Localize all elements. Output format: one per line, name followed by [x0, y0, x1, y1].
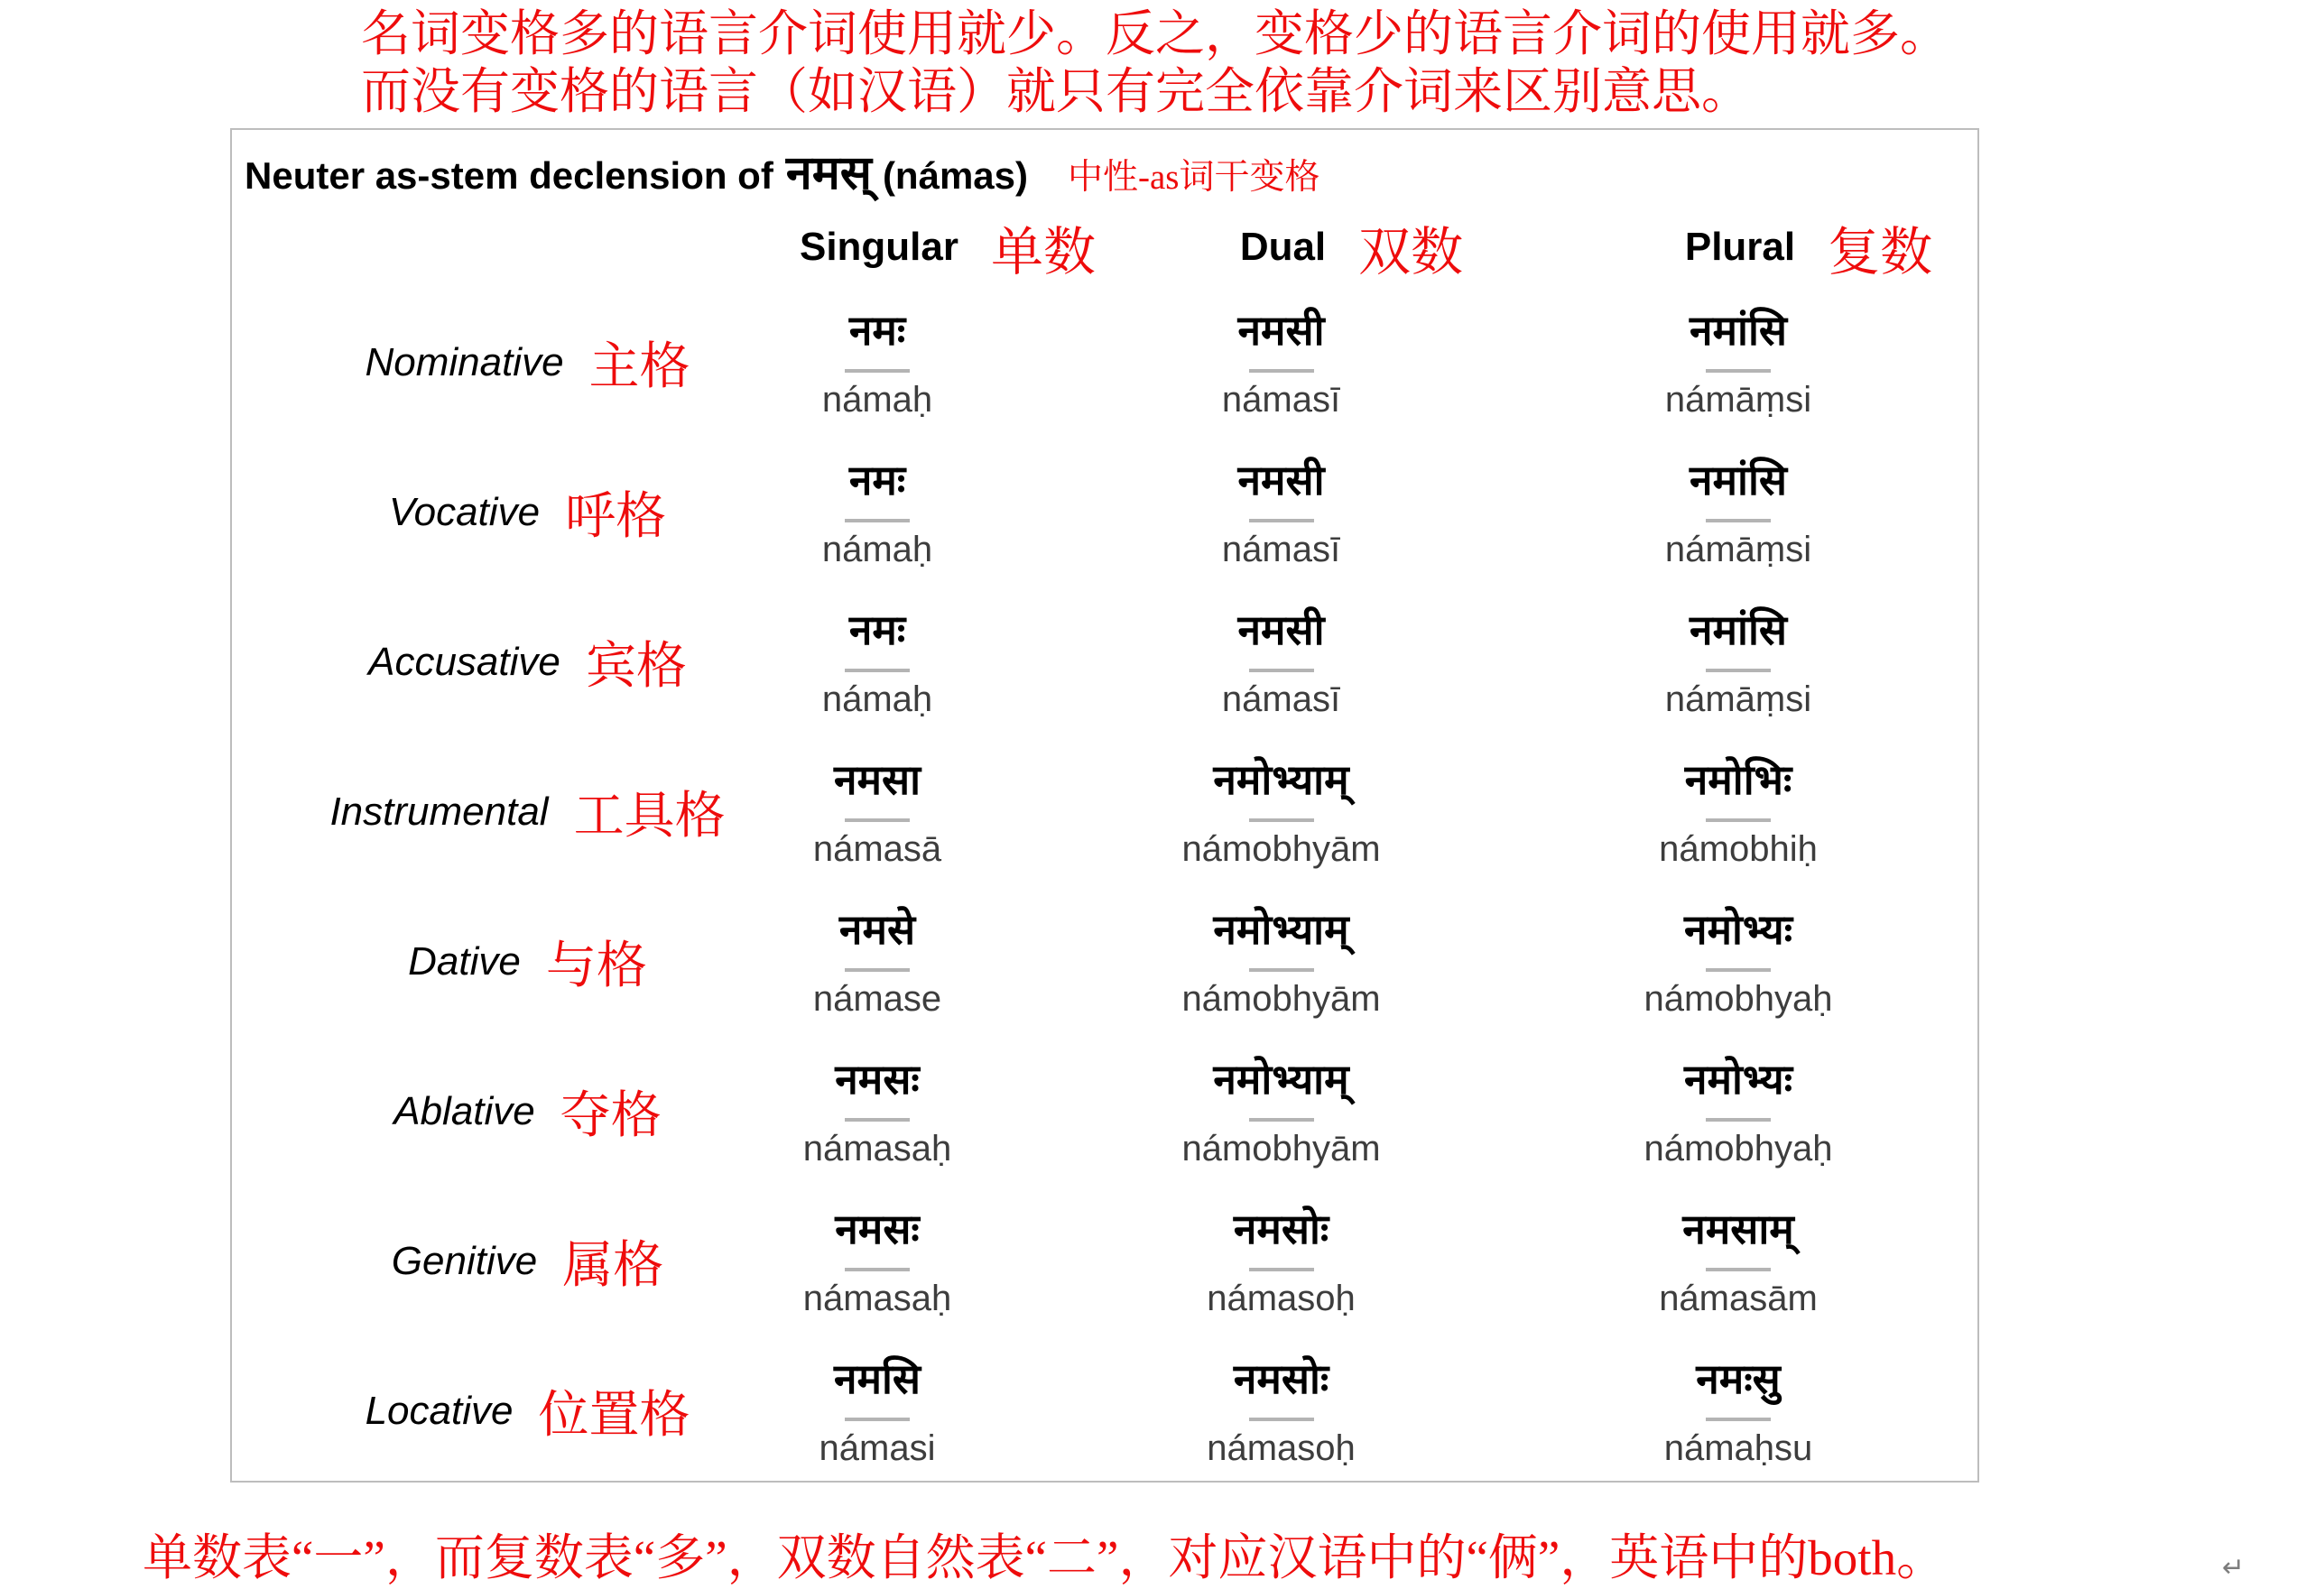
case-label-cell: [232, 887, 688, 1037]
devanagari-form: नमसे: [838, 906, 916, 953]
form-cell: [1495, 1187, 1981, 1336]
devanagari-form: नमोभ्याम्: [1213, 1056, 1349, 1103]
transliteration-divider: [845, 669, 910, 672]
transliteration-divider: [1249, 1268, 1314, 1271]
roman-form: námobhyaḥ: [1643, 979, 1833, 1019]
roman-form: námāṃsi: [1664, 679, 1812, 719]
roman-form: námasoḥ: [1207, 1279, 1356, 1318]
case-label-zh: 属格: [562, 1238, 664, 1294]
devanagari-form: नमः: [848, 606, 906, 653]
form-cell: [1067, 1187, 1495, 1336]
transliteration-divider: [1706, 519, 1771, 522]
transliteration-divider: [845, 1118, 910, 1122]
form-cell: [1067, 288, 1495, 438]
column-header-chinese: 复数: [1828, 223, 1933, 282]
transliteration-divider: [1249, 968, 1314, 972]
transliteration-divider: [845, 1268, 910, 1271]
case-label-zh: 工具格: [573, 789, 726, 845]
case-label-cell: [232, 1336, 688, 1486]
case-label-cell: [232, 1037, 688, 1187]
transliteration-divider: [1706, 369, 1771, 373]
devanagari-form: नमः: [848, 307, 906, 354]
roman-form: námobhyām: [1181, 829, 1381, 869]
case-label-cell: [232, 438, 688, 587]
devanagari-form: नमसोः: [1233, 1355, 1329, 1402]
devanagari-form: नमांसि: [1690, 606, 1787, 653]
top-annotation-line1: 名词变格多的语言介词使用就少。反之，变格少的语言介词的使用就多。: [361, 6, 1950, 61]
roman-form: námase: [812, 979, 942, 1019]
transliteration-divider: [845, 519, 910, 522]
form-cell: [688, 438, 1067, 587]
top-annotation: [361, 5, 1949, 121]
case-label-en: Genitive: [391, 1239, 538, 1283]
column-header-label: Plural: [1684, 225, 1796, 269]
case-label-cell: [232, 587, 688, 737]
devanagari-form: नमसी: [1237, 606, 1325, 653]
devanagari-form: नमोभ्याम्: [1213, 906, 1349, 953]
form-cell: [1495, 737, 1981, 887]
roman-form: námasī: [1221, 530, 1341, 569]
case-label-en: Ablative: [394, 1089, 535, 1133]
devanagari-form: नमसी: [1237, 307, 1325, 354]
transliteration-divider: [1706, 968, 1771, 972]
form-cell: [1067, 587, 1495, 737]
form-cell: [1067, 887, 1495, 1037]
case-label-en: Locative: [365, 1389, 514, 1433]
form-cell: [688, 587, 1067, 737]
roman-form: námaḥ: [821, 380, 933, 420]
devanagari-form: नमांसि: [1690, 307, 1787, 354]
case-label-cell: [232, 288, 688, 438]
transliteration-divider: [845, 369, 910, 373]
form-cell: [688, 1187, 1067, 1336]
roman-form: námasaḥ: [802, 1279, 952, 1318]
devanagari-form: नमोभ्याम्: [1213, 756, 1349, 803]
column-header-chinese: 双数: [1358, 223, 1464, 282]
case-label-en: Vocative: [388, 490, 541, 534]
form-cell: [1067, 1336, 1495, 1486]
transliteration-divider: [1706, 1418, 1771, 1421]
form-cell: [1067, 1037, 1495, 1187]
roman-form: námasaḥ: [802, 1129, 952, 1169]
roman-form: námāṃsi: [1664, 380, 1812, 420]
roman-form: námobhyaḥ: [1643, 1129, 1833, 1169]
transliteration-divider: [1706, 1118, 1771, 1122]
devanagari-form: नमसाम्: [1682, 1206, 1794, 1252]
devanagari-form: नमसः: [835, 1206, 920, 1252]
form-cell: [1495, 587, 1981, 737]
form-cell: [1495, 1336, 1981, 1486]
form-cell: [688, 1037, 1067, 1187]
transliteration-divider: [845, 968, 910, 972]
bottom-annotation: 单数表“一”，而复数表“多”，双数自然表“二”，对应汉语中的“俩”，英语中的both。: [143, 1530, 1947, 1585]
transliteration-divider: [1706, 669, 1771, 672]
devanagari-form: नमसा: [833, 756, 921, 803]
title-english: Neuter as-stem declension of: [245, 154, 773, 197]
devanagari-form: नमोभ्यः: [1683, 1056, 1793, 1103]
transliteration-divider: [845, 818, 910, 822]
case-label-zh: 呼格: [565, 489, 667, 545]
form-cell: [688, 1336, 1067, 1486]
column-header-plural: [1566, 207, 2051, 288]
case-label-zh: 与格: [545, 938, 647, 994]
form-cell: [1495, 887, 1981, 1037]
form-cell: [688, 737, 1067, 887]
devanagari-form: नमोभिः: [1684, 756, 1792, 803]
roman-form: námasī: [1221, 380, 1341, 420]
roman-form: námasā: [812, 829, 942, 869]
declension-box: [230, 128, 1979, 1483]
roman-form: námaḥ: [821, 530, 933, 569]
transliteration-divider: [1249, 818, 1314, 822]
case-label-zh: 位置格: [538, 1388, 690, 1444]
case-label-zh: 宾格: [585, 639, 687, 695]
case-label-cell: [232, 737, 726, 887]
case-label-zh: 夺格: [560, 1088, 662, 1144]
roman-form: námasām: [1659, 1279, 1818, 1318]
form-cell: [1495, 1037, 1981, 1187]
case-label-en: Accusative: [368, 640, 560, 684]
form-cell: [1067, 737, 1495, 887]
title-devanagari: नमस्: [785, 147, 872, 199]
title-roman: (námas): [882, 154, 1028, 197]
table-title: [245, 139, 1319, 203]
form-cell: [1067, 438, 1495, 587]
case-label-en: Dative: [408, 939, 521, 984]
roman-form: námobhyām: [1181, 1129, 1381, 1169]
devanagari-form: नमसोः: [1233, 1206, 1329, 1252]
transliteration-divider: [1706, 818, 1771, 822]
case-label-cell: [232, 1187, 688, 1336]
paragraph-return-mark-icon: ↵: [2222, 1552, 2245, 1584]
roman-form: námobhyām: [1181, 979, 1381, 1019]
form-cell: [688, 288, 1067, 438]
declension-grid: [232, 207, 1977, 1486]
transliteration-divider: [1249, 519, 1314, 522]
transliteration-divider: [1249, 369, 1314, 373]
devanagari-form: नमसी: [1237, 457, 1325, 503]
roman-form: námaḥ: [821, 679, 933, 719]
devanagari-form: नमांसि: [1690, 457, 1787, 503]
roman-form: námaḥsu: [1663, 1428, 1813, 1468]
devanagari-form: नमसः: [835, 1056, 920, 1103]
devanagari-form: नमोभ्यः: [1683, 906, 1793, 953]
header-corner-cell: [232, 207, 688, 288]
form-cell: [1495, 288, 1981, 438]
column-header-chinese: 单数: [991, 223, 1097, 282]
case-label-en: Nominative: [365, 340, 564, 384]
devanagari-form: नमःसु: [1696, 1355, 1781, 1402]
roman-form: námasi: [819, 1428, 936, 1468]
case-label-en: Instrumental: [329, 790, 549, 834]
case-label-zh: 主格: [588, 339, 690, 395]
form-cell: [1495, 438, 1981, 587]
devanagari-form: नमः: [848, 457, 906, 503]
column-header-label: Dual: [1239, 225, 1327, 269]
devanagari-form: नमसि: [833, 1355, 921, 1402]
form-cell: [688, 887, 1067, 1037]
roman-form: námasī: [1221, 679, 1341, 719]
transliteration-divider: [1249, 1418, 1314, 1421]
roman-form: námasoḥ: [1207, 1428, 1356, 1468]
transliteration-divider: [1706, 1268, 1771, 1271]
column-header-dual: [1137, 207, 1566, 288]
roman-form: námobhiḥ: [1659, 829, 1818, 869]
transliteration-divider: [1249, 669, 1314, 672]
roman-form: námāṃsi: [1664, 530, 1812, 569]
column-header-label: Singular: [799, 225, 958, 269]
title-chinese: 中性-as词干变格: [1068, 158, 1320, 197]
top-annotation-line2: 而没有变格的语言（如汉语）就只有完全依靠介词来区别意思。: [361, 64, 1752, 119]
column-header-singular: [758, 207, 1137, 288]
transliteration-divider: [845, 1418, 910, 1421]
transliteration-divider: [1249, 1118, 1314, 1122]
